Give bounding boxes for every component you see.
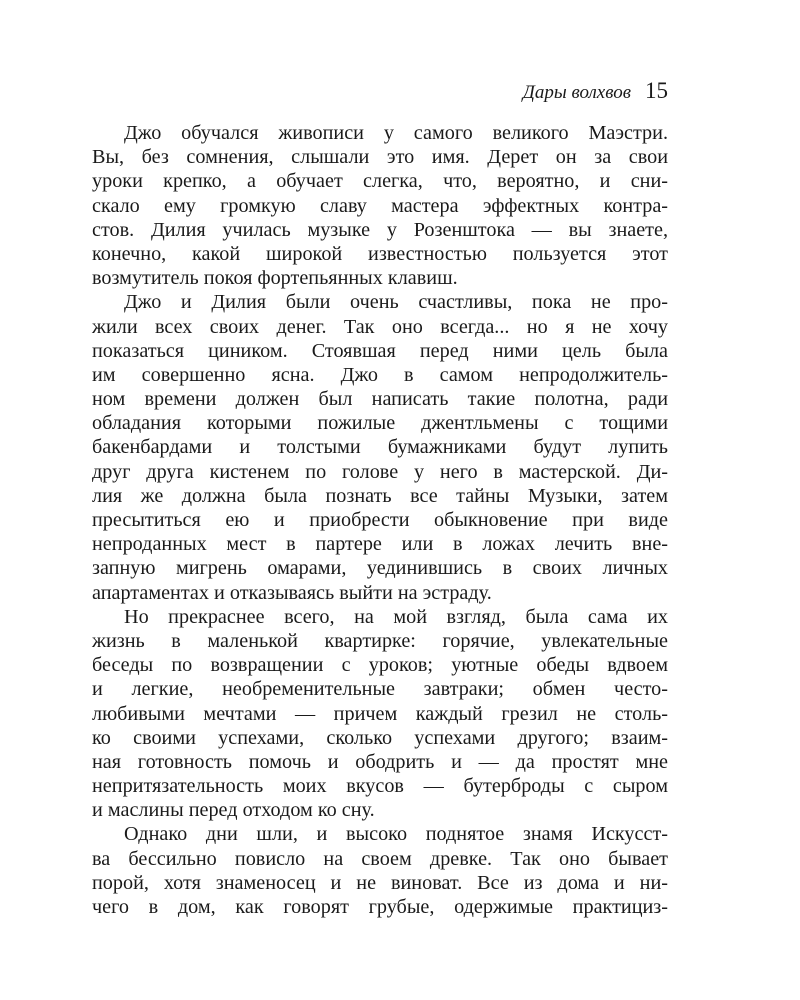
- text-line: Но прекраснее всего, на мой взгляд, была сама их: [124, 605, 668, 628]
- text-line: лия же должна была познать все тайны Музыки, затем: [92, 484, 668, 507]
- text-line: возмутитель покоя фортепьянных клавиш.: [92, 267, 458, 290]
- page-number: 15: [645, 78, 668, 103]
- text-line: запную мигрень омарами, уединившись в своих личных: [92, 557, 668, 580]
- text-line: беседы по возвращении с уроков; уютные обеды вдвоем: [92, 654, 668, 677]
- text-line: пресытиться ею и приобрести обыкновение при виде: [92, 509, 668, 531]
- text-line: конечно, какой широкой известностью пользуется этот: [92, 242, 668, 265]
- running-header: [500, 78, 668, 108]
- body-text: [92, 121, 668, 919]
- text-line: друг друга кистенем по голове у него в мастерской. Ди-: [92, 460, 668, 483]
- text-line: жили всех своих денег. Так оно всегда... но я не хочу: [92, 315, 668, 338]
- text-line: ная готовность помочь и ободрить и — да простят мне: [92, 750, 668, 773]
- text-line: ко своими успехами, сколько успехами другого; взаим-: [92, 726, 668, 749]
- text-line: порой, хотя знаменосец и не виноват. Все из дома и ни-: [92, 871, 668, 894]
- text-line: скало ему громкую славу мастера эффектных контра-: [92, 194, 668, 217]
- text-line: и легкие, необременительные завтраки; обмен често-: [92, 678, 668, 701]
- text-line: им совершенно ясна. Джо в самом непродолжитель-: [92, 363, 668, 386]
- text-line: жизнь в маленькой квартирке: горячие, увлекательные: [92, 629, 668, 652]
- text-line: обладания которыми пожилые джентльмены с тощими: [92, 412, 668, 435]
- text-line: любивыми мечтами — причем каждый грезил не столь-: [92, 702, 668, 725]
- text-line: апартаментах и отказываясь выйти на эстраду.: [92, 581, 492, 604]
- text-line: ном времени должен был написать такие полотна, ради: [92, 388, 668, 411]
- text-line: стов. Дилия училась музыке у Розенштока — вы знаете,: [92, 218, 668, 241]
- text-line: уроки крепко, а обучает слегка, что, вероятно, и сни-: [92, 170, 668, 193]
- text-line: чего в дом, как говорят грубые, одержимые практициз-: [92, 896, 668, 918]
- running-title: Дары волхвов: [522, 82, 631, 103]
- text-line: непритязательность моих вкусов — бутерброды с сыром: [92, 775, 668, 798]
- text-line: Однако дни шли, и высоко поднятое знамя Искусст-: [124, 823, 668, 846]
- text-line: бакенбардами и толстыми бумажниками будут лупить: [92, 436, 668, 459]
- text-line: ва бессильно повисло на своем древке. Так оно бывает: [92, 847, 668, 870]
- text-line: и маслины перед отходом ко сну.: [92, 799, 375, 822]
- text-line: Джо обучался живописи у самого великого Маэстри.: [124, 122, 668, 144]
- text-line: Вы, без сомнения, слышали это имя. Дерет он за свои: [92, 146, 668, 169]
- text-line: Джо и Дилия были очень счастливы, пока не про-: [124, 291, 668, 314]
- text-line: непроданных мест в партере или в ложах лечить вне-: [92, 533, 668, 556]
- text-line: показаться циником. Стоявшая перед ними цель была: [92, 339, 668, 362]
